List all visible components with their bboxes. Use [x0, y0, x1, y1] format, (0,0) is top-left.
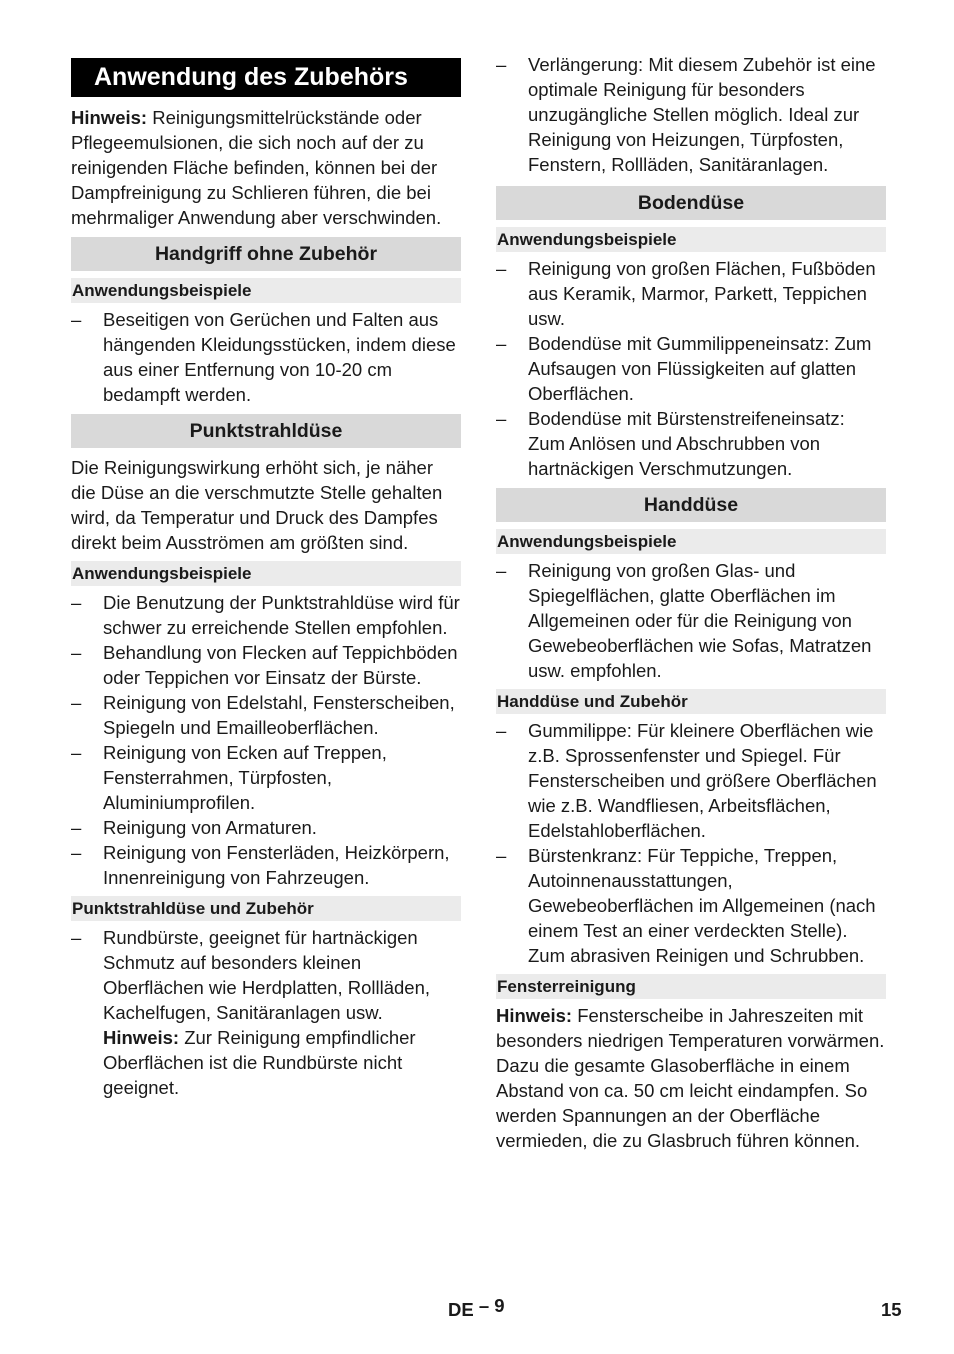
footer-section-page: 9: [494, 1295, 505, 1316]
intro-note: [71, 105, 461, 230]
note-label: Hinweis:: [71, 107, 148, 128]
list-item: – Reinigung von großen Flächen, Fußböden aus Keramik, Marmor, Parkett, Teppichen usw.: [496, 256, 886, 331]
footer-lang: DE: [448, 1299, 474, 1320]
list-item: – Bodendüse mit Bürstenstreifeneinsatz: Zum Anlösen und Abschrubben von hartnäckigen Verschmutzungen.: [496, 406, 886, 481]
section-heading-handgriff: Handgriff ohne Zubehör: [71, 237, 461, 271]
punkt-zubehoer-list: [71, 925, 461, 1100]
subheading-hand-examples: Anwendungsbeispiele: [496, 529, 886, 554]
subheading-boden-examples: Anwendungsbeispiele: [496, 227, 886, 252]
subheading-hand-zubehoer: Handdüse und Zubehör: [496, 689, 886, 714]
handgriff-list: [71, 307, 461, 407]
list-item: – Verlängerung: Mit diesem Zubehör ist eine optimale Reinigung für besonders unzugängliche Stellen möglich. Ideal zur Reinigung von Heizungen, Türpfosten, Fenstern, Rollläden, Sanitäranlagen.: [496, 52, 886, 177]
note-label: Hinweis:: [496, 1005, 573, 1026]
list-item: – Bodendüse mit Gummilippeneinsatz: Zum Aufsaugen von Flüssigkeiten auf glatten Oberflächen.: [496, 331, 886, 406]
list-item: – Die Benutzung der Punktstrahldüse wird für schwer zu erreichende Stellen empfohlen.: [71, 590, 461, 640]
rundbuerste-note-text: Zur Reinigung empfindlicher Oberflächen ist die Rundbürste nicht geeignet.: [103, 1027, 416, 1098]
page-title: Anwendung des Zubehörs: [71, 58, 461, 97]
fenster-note: [496, 1003, 886, 1153]
list-item: – Reinigung von Armaturen.: [71, 815, 461, 840]
list-item: – Beseitigen von Gerüchen und Falten aus hängenden Kleidungsstücken, indem diese aus einer Entfernung von 10-20 cm bedampft werden.: [71, 307, 461, 407]
list-item: – Reinigung von Ecken auf Treppen, Fensterrahmen, Türpfosten, Aluminiumprofilen.: [71, 740, 461, 815]
list-item: – Reinigung von Edelstahl, Fensterscheiben, Spiegeln und Emailleoberflächen.: [71, 690, 461, 740]
fenster-note-text: Fensterscheibe in Jahreszeiten mit besonders niedrigen Temperaturen vorwärmen. Dazu die gesamte Glasoberfläche in einem Abstand von ca. 50 cm leicht eindampfen. So werden Spannungen an der Oberfläche vermieden, die zu Glasbruch führen können.: [496, 1005, 885, 1151]
list-item: – Behandlung von Flecken auf Teppichböden oder Teppichen vor Einsatz der Bürste.: [71, 640, 461, 690]
list-item: – Reinigung von großen Glas- und Spiegelflächen, glatte Oberflächen im Allgemeinen oder für die Reinigung von Gewebeoberflächen wie Sofas, Matratzen usw. empfohlen.: [496, 558, 886, 683]
punkt-list: [71, 590, 461, 890]
section-heading-handduese: Handdüse: [496, 488, 886, 522]
subheading-punkt-zubehoer: Punktstrahldüse und Zubehör: [71, 896, 461, 921]
intro-note-text: Reinigungsmittelrückstände oder Pflegeemulsionen, die sich noch auf der zu reinigenden Fläche befinden, können bei der Dampfreinigung zu Schlieren führen, die bei mehrmaliger Anwendung aber verschwinden.: [71, 107, 442, 228]
subheading-handgriff-examples: Anwendungsbeispiele: [71, 278, 461, 303]
section-heading-bodenduese: Bodendüse: [496, 186, 886, 220]
verlaengerung-list: [496, 52, 886, 177]
hand-zubehoer-list: [496, 718, 886, 968]
subheading-fensterreinigung: Fensterreinigung: [496, 974, 886, 999]
rundbuerste-text: Rundbürste, geeignet für hartnäckigen Schmutz auf besonders kleinen Oberflächen wie Herdplatten, Rollläden, Kachelfugen, Sanitäranlagen usw.: [103, 927, 431, 1023]
page-number: 15: [881, 1299, 902, 1320]
note-label: Hinweis:: [103, 1027, 180, 1048]
footer-section-label: [448, 1295, 505, 1321]
list-item: – Gummilippe: Für kleinere Oberflächen wie z.B. Sprossenfenster und Spiegel. Für Fensterscheiben und größere Oberflächen wie z.B. Wandfliesen, Arbeitsflächen, Edelstahloberflächen.: [496, 718, 886, 843]
list-item: – Bürstenkranz: Für Teppiche, Treppen, Autoinnenausstattungen, Gewebeoberflächen im Allgemeinen (nach einem Test an einer verdeckten Stelle). Zum abrasiven Reinigen und Schrubben.: [496, 843, 886, 968]
hand-list: [496, 558, 886, 683]
footer-dash: –: [478, 1295, 490, 1316]
left-column: [71, 52, 461, 1100]
section-heading-punktstrahlduese: Punktstrahldüse: [71, 414, 461, 448]
punktstrahlduese-text: Die Reinigungswirkung erhöht sich, je näher die Düse an die verschmutzte Stelle gehalten wird, da Temperatur und Druck des Dampfes direkt beim Ausströmen am größten sind.: [71, 457, 443, 553]
subheading-punkt-examples: Anwendungsbeispiele: [71, 561, 461, 586]
list-item: [71, 925, 461, 1100]
list-item: – Reinigung von Fensterläden, Heizkörpern, Innenreinigung von Fahrzeugen.: [71, 840, 461, 890]
boden-list: [496, 256, 886, 481]
right-column: [496, 52, 886, 1153]
